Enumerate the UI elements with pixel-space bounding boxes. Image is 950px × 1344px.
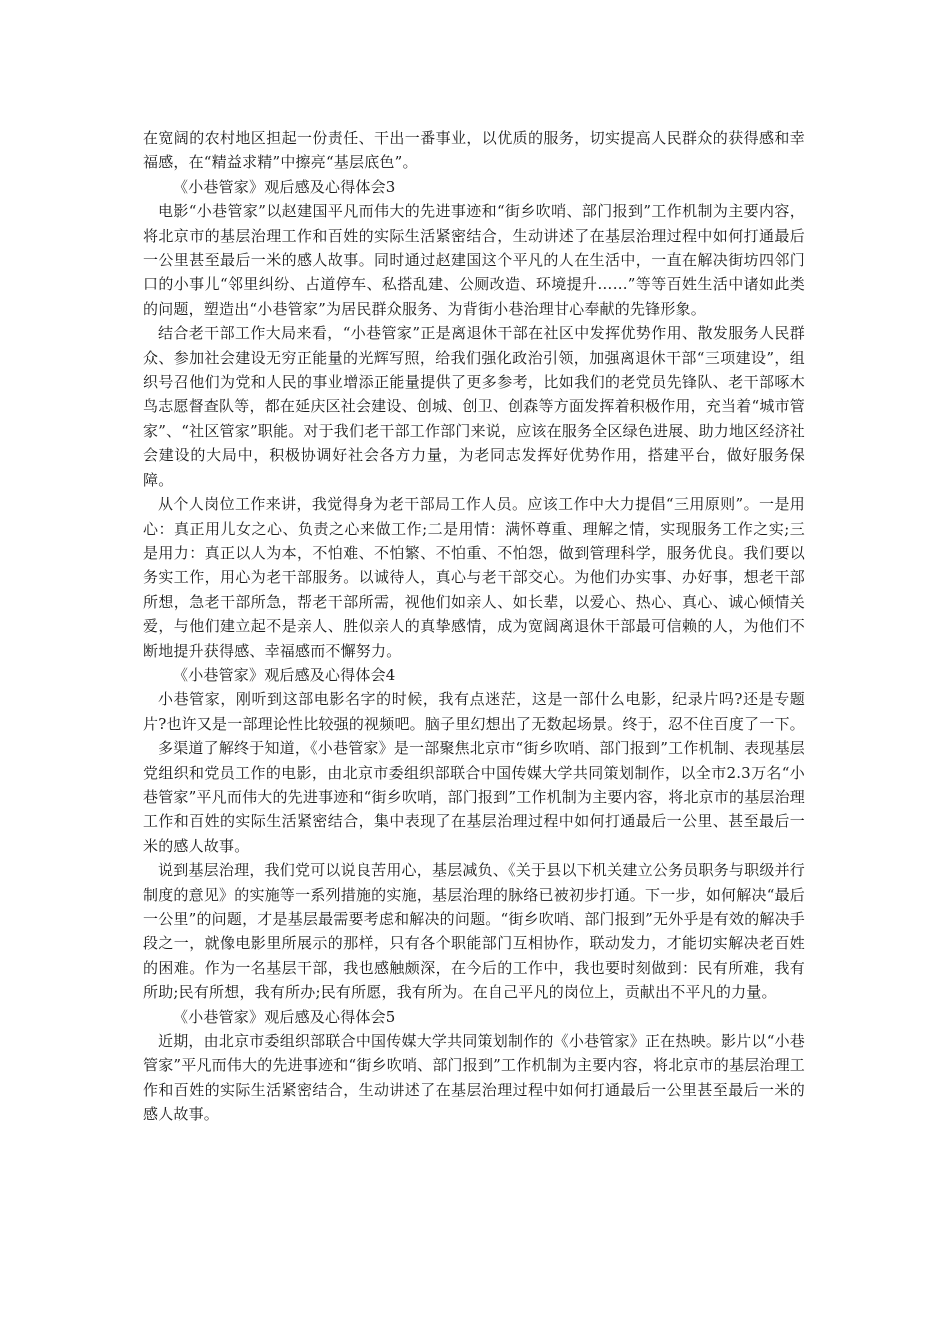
- paragraph: 小巷管家，刚听到这部电影名字的时候，我有点迷茫，这是一部什么电影，纪录片吗?还是专题片?也许又是一部理论性比较强的视频吧。脑子里幻想出了无数起场景。终于，忍不住百度了一下。: [143, 690, 805, 733]
- section-heading-5: 《小巷管家》观后感及心得体会5: [173, 1007, 396, 1026]
- section-heading-4: 《小巷管家》观后感及心得体会4: [173, 665, 396, 684]
- paragraph: 电影“小巷管家”以赵建国平凡而伟大的先进事迹和“街乡吹哨、部门报到”工作机制为主要内容，将北京市的基层治理工作和百姓的实际生活紧密结合，生动讲述了在基层治理过程中如何打通最后一公里甚至最后一米的感人故事。同时通过赵建国这个平凡的人在生活中，一直在解决街坊四邻门口的小事儿“邻里纠纷、占道停车、私搭乱建、公厕改造、环境提升……”等等百姓生活中诸如此类的问题，塑造出“小巷管家”为居民群众服务、为背街小巷治理甘心奉献的先锋形象。: [143, 202, 805, 318]
- paragraph-intro: 在宽阔的农村地区担起一份责任、干出一番事业，以优质的服务，切实提高人民群众的获得感和幸福感，在“精益求精”中擦亮“基层底色”。: [143, 129, 805, 172]
- paragraph: 多渠道了解终于知道，《小巷管家》是一部聚焦北京市“街乡吹哨、部门报到”工作机制、表现基层党组织和党员工作的电影，由北京市委组织部联合中国传媒大学共同策划制作，以全市2.3万名“小巷管家”平凡而伟大的先进事迹和“街乡吹哨，部门报到”工作机制为主要内容，将北京市的基层治理工作和百姓的实际生活紧密结合，集中表现了在基层治理过程中如何打通最后一公里、甚至最后一米的感人故事。: [143, 739, 806, 855]
- paragraph: 结合老干部工作大局来看，“小巷管家”正是离退休干部在社区中发挥优势作用、散发服务人民群众、参加社会建设无穷正能量的光辉写照，给我们强化政治引领，加强离退休干部“三项建设”，组织号召他们为党和人民的事业增添正能量提供了更多参考，比如我们的老党员先锋队、老干部啄木鸟志愿督查队等，都在延庆区社会建设、创城、创卫、创森等方面发挥着积极作用，充当着“城市管家”、“社区管家”职能。对于我们老干部工作部门来说，应该在服务全区绿色进展、助力地区经济社会建设的大局中，积极协调好社会各方力量，为老同志发挥好优势作用，搭建平台，做好服务保障。: [143, 324, 806, 489]
- paragraph: 近期，由北京市委组织部联合中国传媒大学共同策划制作的《小巷管家》正在热映。影片以“小巷管家”平凡而伟大的先进事迹和“街乡吹哨、部门报到”工作机制为主要内容，将北京市的基层治理工作和百姓的实际生活紧密结合，生动讲述了在基层治理过程中如何打通最后一公里甚至最后一米的感人故事。: [143, 1032, 806, 1124]
- document-body: [143, 126, 805, 1127]
- paragraph: 从个人岗位工作来讲，我觉得身为老干部局工作人员。应该工作中大力提倡“三用原则”。一是用心：真正用儿女之心、负责之心来做工作;二是用情：满怀尊重、理解之情，实现服务工作之实;三是用力：真正以人为本，不怕难、不怕繁、不怕重、不怕怨，做到管理科学，服务优良。我们要以务实工作，用心为老干部服务。以诚待人，真心与老干部交心。为他们办实事、办好事，想老干部所想，急老干部所急，帮老干部所需，视他们如亲人、如长辈，以爱心、热心、真心、诚心倾情关爱，与他们建立起不是亲人、胜似亲人的真挚感情，成为宽阔离退休干部最可信赖的人，为他们不断地提升获得感、幸福感而不懈努力。: [143, 495, 805, 660]
- paragraph: 说到基层治理，我们党可以说良苦用心，基层减负、《关于县以下机关建立公务员职务与职级并行制度的意见》的实施等一系列措施的实施，基层治理的脉络已被初步打通。下一步，如何解决“最后一公里”的问题，才是基层最需要考虑和解决的问题。“街乡吹哨、部门报到”无外乎是有效的解决手段之一，就像电影里所展示的那样，只有各个职能部门互相协作，联动发力，才能切实解决老百姓的困难。作为一名基层干部，我也感触颇深，在今后的工作中，我也要时刻做到：民有所难，我有所助;民有所想，我有所办;民有所愿，我有所为。在自己平凡的岗位上，贡献出不平凡的力量。: [143, 861, 806, 1002]
- section-heading-3: 《小巷管家》观后感及心得体会3: [173, 177, 396, 196]
